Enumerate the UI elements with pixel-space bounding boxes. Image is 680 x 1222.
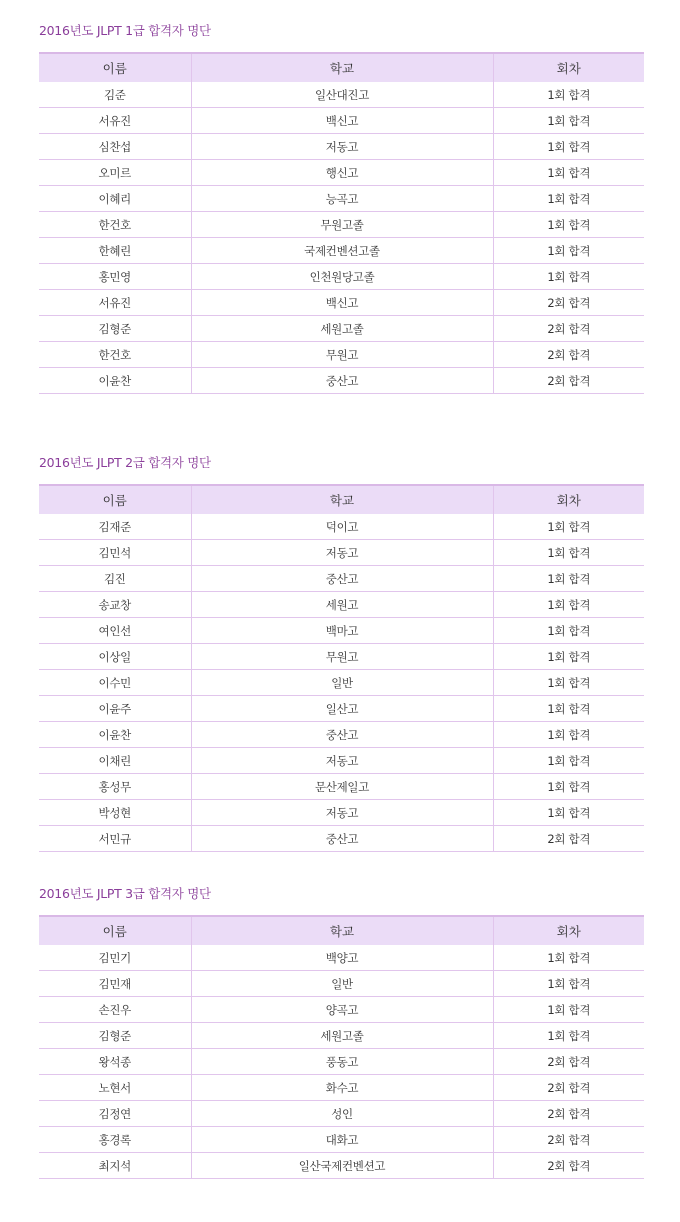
cell-name: 한건호 xyxy=(39,212,191,238)
table-row xyxy=(39,186,644,212)
results-table-level1 xyxy=(39,52,644,394)
cell-name: 이윤찬 xyxy=(39,368,191,394)
cell-name: 여인선 xyxy=(39,618,191,644)
cell-round: 2회 합격 xyxy=(493,1153,644,1179)
table-header-row xyxy=(39,916,644,945)
cell-round: 2회 합격 xyxy=(493,1127,644,1153)
cell-round: 1회 합격 xyxy=(493,774,644,800)
table-row xyxy=(39,644,644,670)
cell-name: 이채린 xyxy=(39,748,191,774)
table-row xyxy=(39,971,644,997)
cell-round: 2회 합격 xyxy=(493,1101,644,1127)
table-row xyxy=(39,1049,644,1075)
cell-round: 2회 합격 xyxy=(493,1075,644,1101)
table-row xyxy=(39,290,644,316)
column-header-school: 학교 xyxy=(191,53,493,82)
jlpt-level3-section xyxy=(39,885,644,1179)
table-row xyxy=(39,264,644,290)
cell-round: 1회 합격 xyxy=(493,592,644,618)
cell-school: 세원고졸 xyxy=(191,1023,493,1049)
cell-school: 저동고 xyxy=(191,540,493,566)
table-row xyxy=(39,342,644,368)
cell-name: 서유진 xyxy=(39,290,191,316)
cell-school: 일산고 xyxy=(191,696,493,722)
cell-round: 1회 합격 xyxy=(493,748,644,774)
table-row xyxy=(39,134,644,160)
table-row xyxy=(39,1127,644,1153)
cell-school: 백양고 xyxy=(191,945,493,971)
cell-school: 국제컨벤션고졸 xyxy=(191,238,493,264)
cell-name: 왕석종 xyxy=(39,1049,191,1075)
column-header-school: 학교 xyxy=(191,916,493,945)
cell-round: 1회 합격 xyxy=(493,644,644,670)
cell-school: 세원고졸 xyxy=(191,316,493,342)
table-row xyxy=(39,826,644,852)
cell-school: 양곡고 xyxy=(191,997,493,1023)
cell-name: 노현서 xyxy=(39,1075,191,1101)
cell-round: 1회 합격 xyxy=(493,264,644,290)
cell-round: 2회 합격 xyxy=(493,342,644,368)
table-row xyxy=(39,800,644,826)
table-row xyxy=(39,997,644,1023)
table-row xyxy=(39,212,644,238)
cell-name: 이수민 xyxy=(39,670,191,696)
cell-school: 저동고 xyxy=(191,748,493,774)
cell-school: 일산국제컨벤션고 xyxy=(191,1153,493,1179)
table-row xyxy=(39,316,644,342)
table-row xyxy=(39,514,644,540)
cell-school: 세원고 xyxy=(191,592,493,618)
cell-school: 백신고 xyxy=(191,108,493,134)
table-row xyxy=(39,670,644,696)
cell-name: 서민규 xyxy=(39,826,191,852)
cell-round: 2회 합격 xyxy=(493,290,644,316)
cell-school: 문산제일고 xyxy=(191,774,493,800)
cell-school: 풍동고 xyxy=(191,1049,493,1075)
cell-round: 1회 합격 xyxy=(493,1023,644,1049)
cell-name: 김민석 xyxy=(39,540,191,566)
column-header-school: 학교 xyxy=(191,485,493,514)
cell-name: 김준 xyxy=(39,82,191,108)
cell-name: 최지석 xyxy=(39,1153,191,1179)
cell-school: 덕이고 xyxy=(191,514,493,540)
cell-round: 1회 합격 xyxy=(493,134,644,160)
cell-name: 이윤주 xyxy=(39,696,191,722)
cell-name: 김진 xyxy=(39,566,191,592)
table-row xyxy=(39,1101,644,1127)
cell-school: 저동고 xyxy=(191,134,493,160)
cell-round: 1회 합격 xyxy=(493,971,644,997)
cell-name: 김재준 xyxy=(39,514,191,540)
cell-name: 홍민영 xyxy=(39,264,191,290)
cell-school: 무원고 xyxy=(191,644,493,670)
cell-name: 김민재 xyxy=(39,971,191,997)
cell-school: 화수고 xyxy=(191,1075,493,1101)
cell-name: 김형준 xyxy=(39,316,191,342)
cell-school: 인천원당고졸 xyxy=(191,264,493,290)
column-header-name: 이름 xyxy=(39,916,191,945)
table-row xyxy=(39,748,644,774)
cell-school: 무원고 xyxy=(191,342,493,368)
cell-school: 일반 xyxy=(191,971,493,997)
table-row xyxy=(39,108,644,134)
table-row xyxy=(39,696,644,722)
cell-name: 홍경록 xyxy=(39,1127,191,1153)
cell-round: 1회 합격 xyxy=(493,160,644,186)
cell-school: 중산고 xyxy=(191,566,493,592)
cell-name: 손진우 xyxy=(39,997,191,1023)
cell-name: 이혜리 xyxy=(39,186,191,212)
table-row xyxy=(39,160,644,186)
cell-school: 일산대진고 xyxy=(191,82,493,108)
column-header-name: 이름 xyxy=(39,485,191,514)
cell-school: 대화고 xyxy=(191,1127,493,1153)
cell-round: 1회 합격 xyxy=(493,696,644,722)
cell-round: 1회 합격 xyxy=(493,722,644,748)
column-header-round: 회차 xyxy=(493,916,644,945)
cell-round: 2회 합격 xyxy=(493,1049,644,1075)
cell-round: 1회 합격 xyxy=(493,540,644,566)
cell-round: 1회 합격 xyxy=(493,82,644,108)
table-row xyxy=(39,1023,644,1049)
cell-round: 1회 합격 xyxy=(493,618,644,644)
table-header-row xyxy=(39,53,644,82)
column-header-name: 이름 xyxy=(39,53,191,82)
table-row xyxy=(39,618,644,644)
table-row xyxy=(39,238,644,264)
cell-name: 오미르 xyxy=(39,160,191,186)
table-header-row xyxy=(39,485,644,514)
column-header-round: 회차 xyxy=(493,53,644,82)
cell-school: 중산고 xyxy=(191,826,493,852)
cell-school: 행신고 xyxy=(191,160,493,186)
table-row xyxy=(39,722,644,748)
cell-name: 한혜린 xyxy=(39,238,191,264)
results-table-level2 xyxy=(39,484,644,852)
cell-round: 1회 합격 xyxy=(493,800,644,826)
cell-round: 2회 합격 xyxy=(493,826,644,852)
cell-name: 심찬섭 xyxy=(39,134,191,160)
cell-round: 1회 합격 xyxy=(493,238,644,264)
cell-name: 김정연 xyxy=(39,1101,191,1127)
section-title: 2016년도 JLPT 3급 합격자 명단 xyxy=(39,886,211,901)
table-row xyxy=(39,540,644,566)
cell-round: 1회 합격 xyxy=(493,514,644,540)
results-table-level3 xyxy=(39,915,644,1179)
cell-school: 성인 xyxy=(191,1101,493,1127)
cell-school: 백신고 xyxy=(191,290,493,316)
cell-school: 능곡고 xyxy=(191,186,493,212)
cell-round: 1회 합격 xyxy=(493,186,644,212)
table-row xyxy=(39,945,644,971)
cell-name: 송교창 xyxy=(39,592,191,618)
cell-name: 이윤찬 xyxy=(39,722,191,748)
table-row xyxy=(39,368,644,394)
cell-name: 박성현 xyxy=(39,800,191,826)
section-title: 2016년도 JLPT 1급 합격자 명단 xyxy=(39,23,211,38)
cell-name: 김민기 xyxy=(39,945,191,971)
table-row xyxy=(39,82,644,108)
cell-round: 1회 합격 xyxy=(493,997,644,1023)
cell-round: 1회 합격 xyxy=(493,212,644,238)
cell-round: 1회 합격 xyxy=(493,108,644,134)
cell-school: 무원고졸 xyxy=(191,212,493,238)
jlpt-level1-section xyxy=(39,22,644,394)
jlpt-level2-section xyxy=(39,454,644,852)
table-row xyxy=(39,592,644,618)
cell-school: 중산고 xyxy=(191,368,493,394)
cell-round: 1회 합격 xyxy=(493,566,644,592)
section-title: 2016년도 JLPT 2급 합격자 명단 xyxy=(39,455,211,470)
table-row xyxy=(39,774,644,800)
cell-round: 1회 합격 xyxy=(493,670,644,696)
cell-school: 일반 xyxy=(191,670,493,696)
cell-school: 저동고 xyxy=(191,800,493,826)
table-row xyxy=(39,1075,644,1101)
column-header-round: 회차 xyxy=(493,485,644,514)
cell-name: 이상일 xyxy=(39,644,191,670)
cell-school: 중산고 xyxy=(191,722,493,748)
cell-round: 2회 합격 xyxy=(493,368,644,394)
table-row xyxy=(39,566,644,592)
cell-name: 서유진 xyxy=(39,108,191,134)
cell-school: 백마고 xyxy=(191,618,493,644)
cell-name: 홍성무 xyxy=(39,774,191,800)
cell-name: 한건호 xyxy=(39,342,191,368)
cell-round: 2회 합격 xyxy=(493,316,644,342)
table-row xyxy=(39,1153,644,1179)
cell-name: 김형준 xyxy=(39,1023,191,1049)
cell-round: 1회 합격 xyxy=(493,945,644,971)
